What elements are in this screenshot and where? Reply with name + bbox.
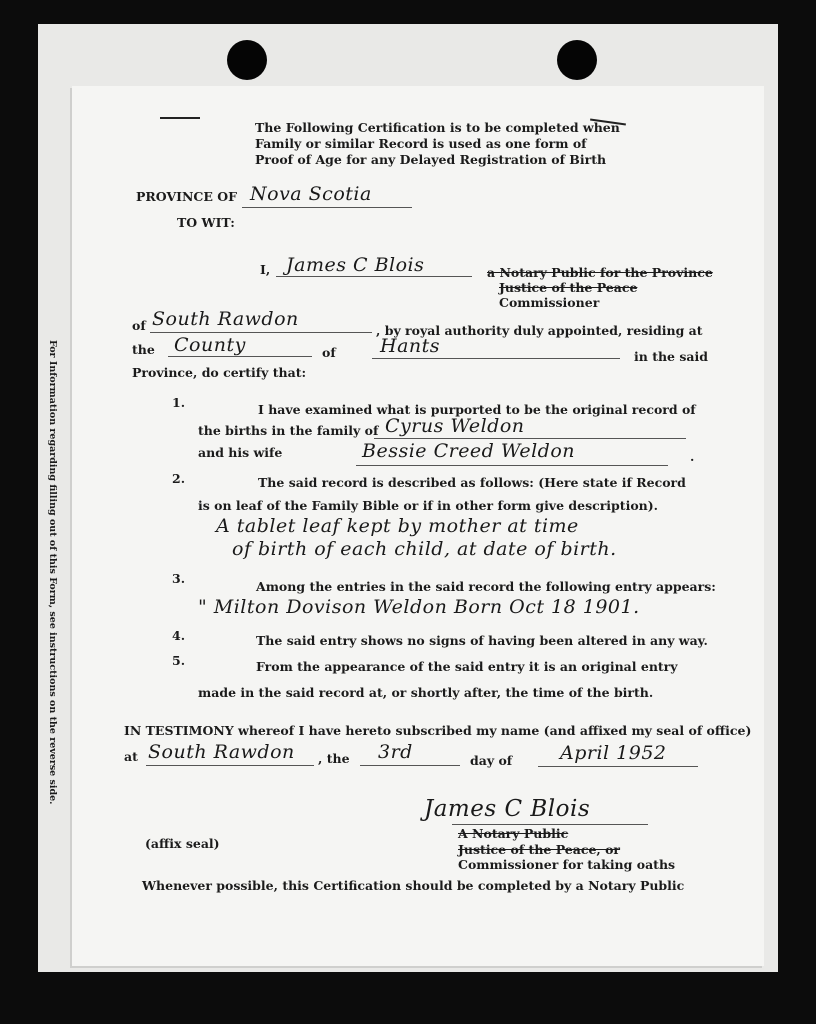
father-name: Cyrus Weldon	[385, 415, 525, 437]
the-label: the	[132, 342, 155, 357]
day-value: 3rd	[378, 741, 413, 763]
to-wit: TO WIT:	[177, 215, 235, 230]
header-line-3: Proof of Age for any Delayed Registration of Birth	[255, 152, 607, 167]
record-description-1: A tablet leaf kept by mother at time	[216, 515, 579, 537]
at-label: at	[124, 749, 138, 764]
county-line	[168, 356, 312, 357]
mother-line	[356, 465, 668, 466]
item-5-number: 5.	[172, 653, 186, 668]
mother-name: Bessie Creed Weldon	[362, 440, 576, 462]
county-name: Hants	[380, 335, 441, 357]
province-certify: Province, do certify that:	[132, 365, 307, 380]
mark-dash	[160, 117, 200, 119]
header-line-1: The Following Certification is to be completed when	[255, 120, 620, 135]
record-description-2: of birth of each child, at date of birth.	[232, 538, 617, 560]
title-option-commissioner: Commissioner	[499, 295, 600, 310]
title-option-notary: a Notary Public for the Province	[487, 265, 713, 280]
county-label: County	[174, 334, 246, 356]
in-the-said: in the said	[634, 349, 708, 364]
item-1-period: .	[690, 449, 695, 464]
the-label-2: , the	[318, 751, 350, 766]
item-1-text: I have examined what is purported to be the original record of	[258, 402, 696, 417]
province-label: PROVINCE OF	[136, 189, 238, 204]
footer-note: Whenever possible, this Certification should be completed by a Notary Public	[142, 878, 685, 893]
item-2-text-2: is on leaf of the Family Bible or if in other form give description).	[198, 498, 659, 513]
side-note	[46, 340, 70, 805]
item-1-family: the births in the family of	[198, 423, 379, 438]
at-place-line	[146, 765, 314, 766]
item-2-text: The said record is described as follows: (Here state if Record	[258, 475, 686, 490]
sig-title-justice: Justice of the Peace, or	[458, 842, 621, 857]
title-option-justice: Justice of the Peace	[499, 280, 638, 295]
punch-hole	[557, 40, 597, 80]
affix-seal: (affix seal)	[145, 836, 220, 851]
record-entry: " Milton Dovison Weldon Born Oct 18 1901.	[198, 596, 640, 618]
item-5-text: From the appearance of the said entry it is an original entry	[256, 659, 678, 674]
month-year: April 1952	[560, 742, 667, 764]
county-name-line	[372, 358, 620, 359]
item-4-number: 4.	[172, 628, 186, 643]
declarant-name: James C Blois	[286, 254, 425, 276]
header-line-2: Family or similar Record is used as one form of	[255, 136, 587, 151]
sig-title-commissioner: Commissioner for taking oaths	[458, 857, 676, 872]
of-label-2: of	[322, 345, 336, 360]
declarant-line	[276, 276, 472, 277]
punch-hole	[227, 40, 267, 80]
item-4-text: The said entry shows no signs of having been altered in any way.	[256, 633, 708, 648]
signature: James C Blois	[424, 796, 591, 822]
item-5-text-2: made in the said record at, or shortly after, the time of the birth.	[198, 685, 654, 700]
father-line	[374, 438, 686, 439]
side-note-text: For Information regarding filling out of this Form, see instructions on the reverse side.	[47, 340, 58, 805]
signature-line	[452, 824, 648, 825]
residence-line	[150, 332, 372, 333]
i-label: I,	[260, 262, 271, 277]
item-1-wife: and his wife	[198, 445, 283, 460]
province-value: Nova Scotia	[250, 183, 372, 205]
item-2-number: 2.	[172, 471, 186, 486]
testimony-line: IN TESTIMONY whereof I have hereto subscribed my name (and affixed my seal of office)	[124, 723, 752, 738]
residence-value: South Rawdon	[152, 308, 299, 330]
item-3-text: Among the entries in the said record the following entry appears:	[256, 579, 716, 594]
residing-text: , by royal authority duly appointed, residing at	[376, 323, 703, 338]
sig-title-notary: A Notary Public	[458, 826, 569, 841]
at-place: South Rawdon	[148, 741, 295, 763]
item-3-number: 3.	[172, 571, 186, 586]
of-label: of	[132, 318, 146, 333]
day-line	[360, 765, 460, 766]
month-line	[538, 766, 698, 767]
province-line	[242, 207, 412, 208]
day-of: day of	[470, 753, 513, 768]
item-1-number: 1.	[172, 395, 186, 410]
